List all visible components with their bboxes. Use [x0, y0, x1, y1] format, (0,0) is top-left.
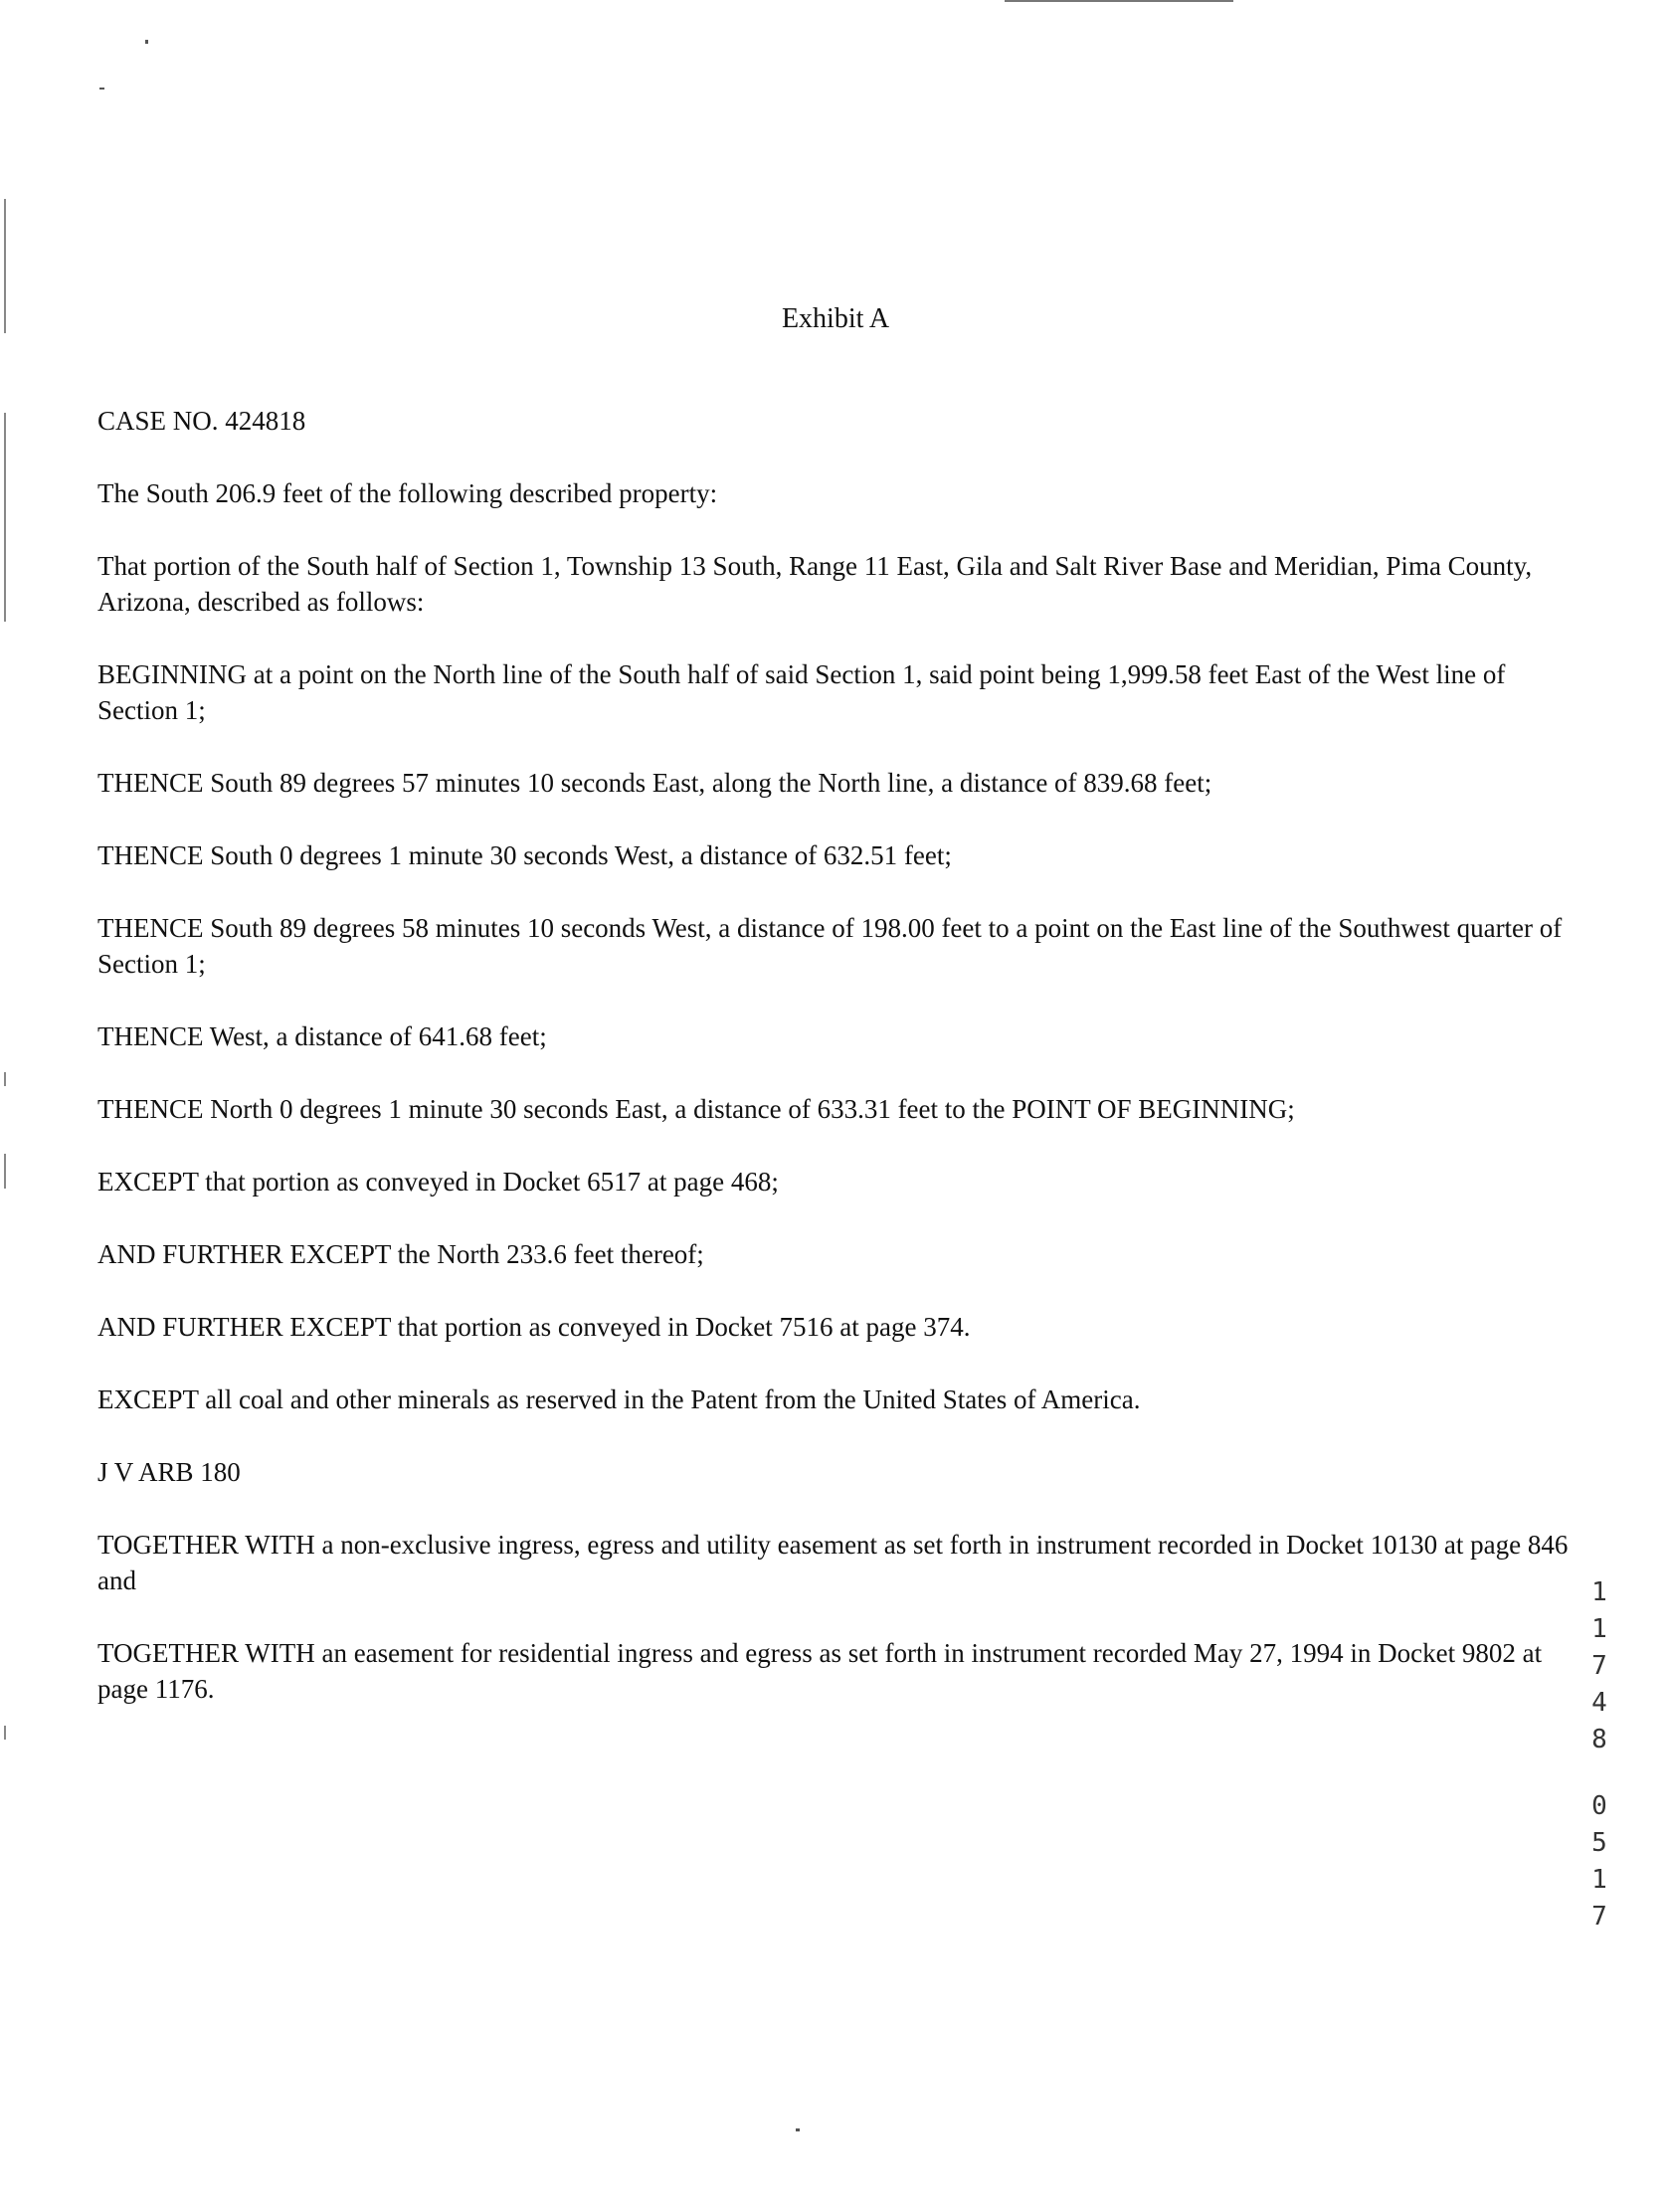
stamp-digit: 0	[1591, 1791, 1607, 1821]
document-title: Exhibit A	[781, 303, 890, 334]
stamp-digit: 4	[1591, 1688, 1607, 1718]
except-clause: EXCEPT all coal and other minerals as reserved in the Patent from the United States of America.	[97, 1384, 1141, 1414]
legal-description	[97, 403, 1570, 1744]
recording-stamp	[1587, 1574, 1611, 1936]
scan-artifact-edge-line	[4, 1154, 6, 1189]
except-clause: AND FURTHER EXCEPT that portion as conveyed in Docket 7516 at page 374.	[97, 1312, 971, 1342]
stamp-digit: 1	[1591, 1865, 1607, 1895]
thence-clause: THENCE South 89 degrees 57 minutes 10 seconds East, along the North line, a distance of 839.68 feet;	[97, 768, 1212, 798]
case-number: CASE NO. 424818	[97, 406, 306, 436]
scan-artifact-edge-tick	[4, 1726, 6, 1740]
except-clause: EXCEPT that portion as conveyed in Docket 6517 at page 468;	[97, 1167, 779, 1197]
stamp-digit: 7	[1591, 1902, 1607, 1932]
scan-artifact-dot	[796, 2128, 800, 2131]
thence-clause: THENCE South 89 degrees 58 minutes 10 seconds West, a distance of 198.00 feet to a point on the East line of the Southwest quarter of Section 1;	[97, 913, 1563, 979]
scan-artifact-edge-line	[4, 413, 6, 622]
stamp-digit: 1	[1591, 1577, 1607, 1607]
easement-clause: TOGETHER WITH an easement for residential ingress and egress as set forth in instrument recorded May 27, 1994 in Docket 9802 at page 1176.	[97, 1638, 1543, 1704]
stamp-digit: 5	[1591, 1828, 1607, 1858]
property-intro: The South 206.9 feet of the following described property:	[97, 478, 718, 508]
thence-clause: THENCE North 0 degrees 1 minute 30 seconds East, a distance of 633.31 feet to the POINT OF BEGINNING;	[97, 1094, 1295, 1124]
scan-artifact-top-line	[1005, 0, 1233, 2]
thence-clause: THENCE South 0 degrees 1 minute 30 seconds West, a distance of 632.51 feet;	[97, 840, 952, 870]
parcel-reference: J V ARB 180	[97, 1457, 241, 1487]
stamp-digit: 7	[1591, 1651, 1607, 1681]
beginning-clause: BEGINNING at a point on the North line of the South half of said Section 1, said point being 1,999.58 feet East of the West line of Section 1;	[97, 659, 1506, 725]
easement-clause: TOGETHER WITH a non-exclusive ingress, egress and utility easement as set forth in instrument recorded in Docket 10130 at page 846 and	[97, 1530, 1569, 1595]
stamp-digit: 8	[1591, 1725, 1607, 1754]
except-clause: AND FURTHER EXCEPT the North 233.6 feet thereof;	[97, 1239, 704, 1269]
scan-artifact-edge-tick	[4, 1072, 6, 1086]
stamp-gap	[1587, 1758, 1611, 1788]
property-portion: That portion of the South half of Section 1, Township 13 South, Range 11 East, Gila and Salt River Base and Meridian, Pima County, Arizona, described as follows:	[97, 551, 1533, 617]
scan-artifact-dot	[145, 40, 148, 44]
thence-clause: THENCE West, a distance of 641.68 feet;	[97, 1021, 547, 1051]
scan-artifact-dot	[99, 88, 104, 90]
stamp-digit: 1	[1591, 1614, 1607, 1644]
